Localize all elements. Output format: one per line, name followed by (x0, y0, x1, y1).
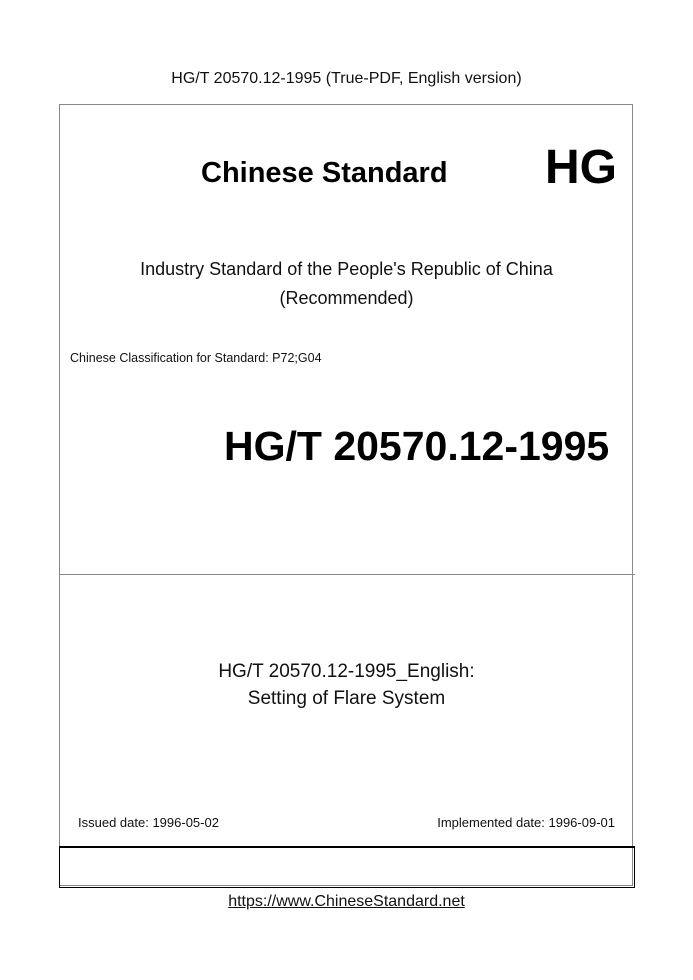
series-label: Chinese Standard (201, 157, 448, 189)
page-header-title: HG/T 20570.12-1995 (True-PDF, English version) (171, 70, 522, 87)
standard-number: HG/T 20570.12-1995 (224, 423, 610, 469)
document-title-line1: HG/T 20570.12-1995_English: (218, 661, 475, 682)
classification-text: Chinese Classification for Standard: P72;G04 (70, 351, 322, 365)
cover-frame (59, 104, 633, 886)
implemented-date: Implemented date: 1996-09-01 (437, 815, 615, 830)
cover-bottom-box (59, 846, 635, 888)
issued-date: Issued date: 1996-05-02 (78, 815, 219, 830)
footer-link-container (0, 893, 693, 911)
website-link[interactable]: https://www.ChineseStandard.net (228, 893, 465, 910)
recommended-line: (Recommended) (279, 288, 414, 308)
document-title-line2: Setting of Flare System (247, 688, 446, 709)
series-code: HG (545, 141, 617, 194)
industry-standard-line: Industry Standard of the People's Republic of China (140, 259, 553, 279)
cover-bottom-rule (59, 846, 635, 848)
cover-divider (59, 574, 635, 575)
